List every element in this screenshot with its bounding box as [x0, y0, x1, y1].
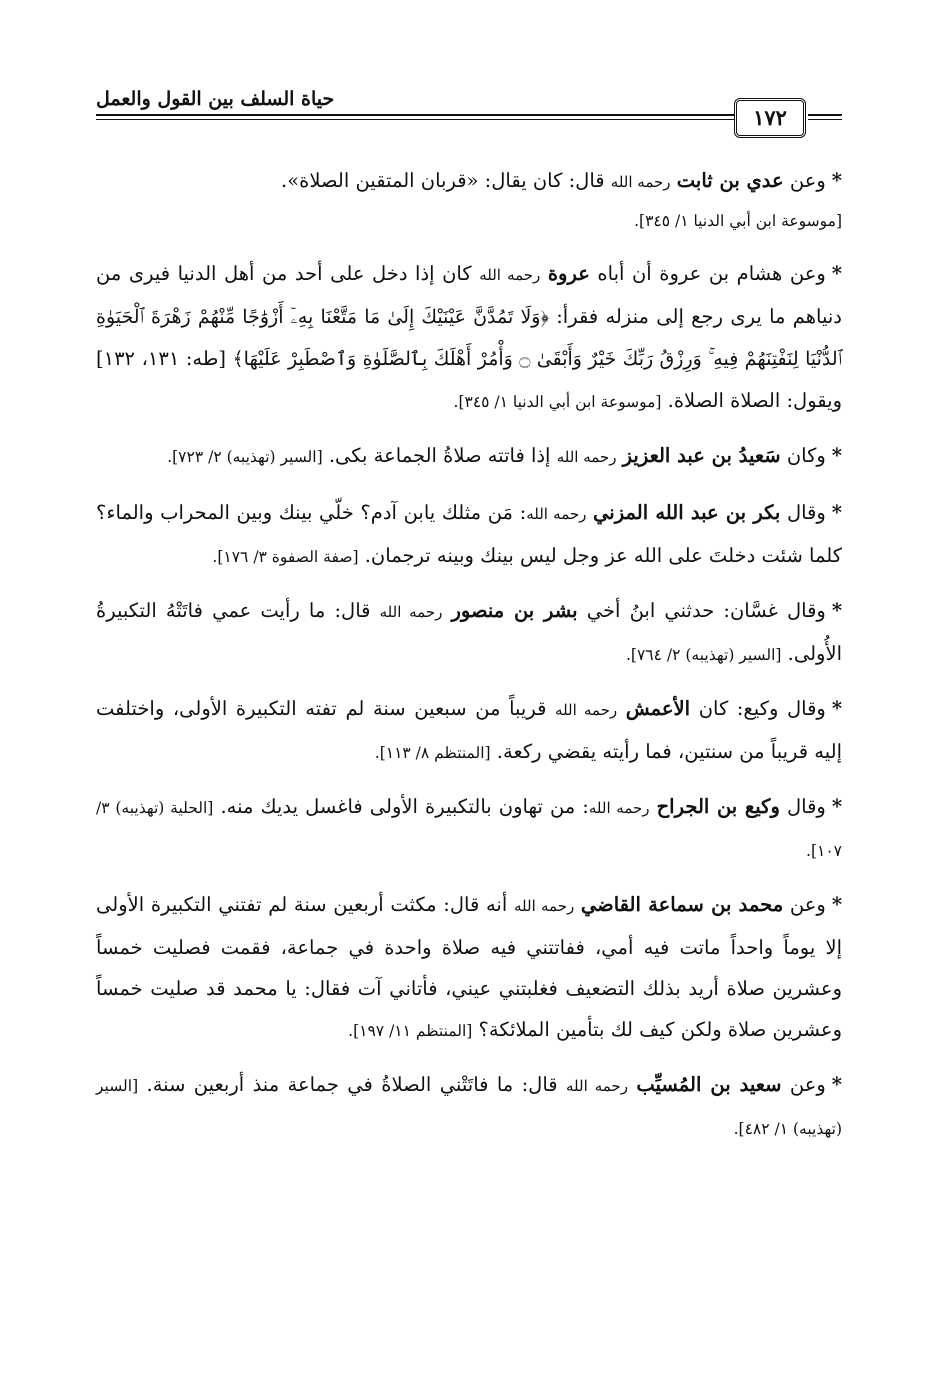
narrator-name: بشر بن منصور [451, 599, 578, 622]
entry-urwa [96, 253, 842, 421]
star-bullet-icon: * [831, 893, 843, 916]
honorific: رحمه الله [379, 603, 443, 621]
entry-body: كان إذا دخل على أحد من أهل الدنيا فيرى من دنياهم ما يرى رجع إلى منزله فقرأ: [96, 262, 842, 328]
entry-lead: وقال [786, 795, 826, 818]
honorific: رحمه الله [566, 1077, 628, 1095]
entry-body: : مَن مثلك يابن آدم؟ خلّي بينك وبين المحراب والماء؟ كلما شئت دخلتَ على الله عز وجل ليس بينك وبينه ترجمان. [96, 501, 842, 567]
entry-bakr-al-muzani [96, 492, 842, 576]
honorific: رحمه الله [513, 897, 575, 915]
entry-al-amash [96, 688, 842, 772]
entry-saeed-bin-al-musayyib [96, 1064, 842, 1148]
honorific: رحمه الله [610, 173, 671, 191]
entry-body: : من تهاون بالتكبيرة الأولى فاغسل يديك منه. [220, 795, 589, 818]
entry-body: إذا فاتته صلاةُ الجماعة بكى. [328, 444, 551, 467]
quran-verse: ﴿وَلَا تَمُدَّنَّ عَيْنَيْكَ إِلَىٰ مَا مَتَّعْنَا بِهِۦٓ أَزْوَٰجًا مِّنْهُمْ زَهْرَةَ ٱلْحَيَوٰةِ ٱلدُّنْيَا لِنَفْتِنَهُمْ فِيهِ ۚ وَرِزْقُ رَبِّكَ خَيْرٌ وَأَبْقَىٰ ۝ وَأْمُرْ أَهْلَكَ بِٱلصَّلَوٰةِ وَٱصْطَبِرْ عَلَيْهَا﴾ [96, 306, 842, 370]
star-bullet-icon: * [831, 795, 843, 818]
header-rule-short [808, 114, 842, 120]
page-number: ١٧٢ [734, 98, 806, 138]
entry-lead: وكان [786, 444, 826, 467]
page-header [96, 86, 842, 138]
entry-body: قال: ما رأيت عمي فاتَتْهُ التكبيرةُ الأُولى. [96, 599, 842, 665]
narrator-name: سَعيدُ بن عبد العزيز [622, 444, 781, 467]
entry-saeed-bin-abdulaziz [96, 435, 842, 478]
citation: [الحلية (تهذيبه) ٣/ ١٠٧]. [96, 799, 842, 860]
honorific: رحمه الله [555, 701, 618, 719]
citation: [السير (تهذيبه) ١/ ٤٨٢]. [96, 1077, 842, 1138]
header-rule [96, 114, 734, 120]
entry-body: قال: كان يقال: «قربان المتقين الصلاة». [281, 169, 605, 192]
star-bullet-icon: * [831, 1073, 842, 1096]
citation: [موسوعة ابن أبي الدنيا ١/ ٣٤٥]. [634, 212, 842, 230]
entry-lead: وعن [789, 893, 826, 916]
citation: [المنتظم ١١/ ١٩٧]. [348, 1022, 473, 1040]
entry-waki-bin-al-jarrah [96, 786, 842, 870]
star-bullet-icon: * [831, 262, 842, 285]
entry-lead: وعن [789, 1073, 826, 1096]
star-bullet-icon: * [831, 599, 843, 622]
honorific: رحمه الله [479, 266, 541, 284]
entry-body: أنه قال: مكثت أربعين سنة لم تفتني التكبيرة الأولى إلا يوماً واحداً ماتت فيه أمي، ففاتتني فيه صلاة واحدة في جماعة، فقمت فصليت خمساً وعشرين صلاة أريد بذلك التضعيف فغلبتني عيني، فأتاني آت فقال: يا محمد قد صليت خمساً وعشرين صلاة ولكن كيف لك بتأمين الملائكة؟ [96, 893, 842, 1041]
entry-lead: وقال وكيع: كان [698, 697, 826, 720]
narrator-name: محمد بن سماعة القاضي [580, 893, 784, 916]
narrator-name: الأعمش [625, 697, 691, 720]
citation: [المنتظم ٨/ ١١٣]. [374, 744, 491, 762]
entry-body-after: [طه: ١٣١، ١٣٢] ويقول: الصلاة الصلاة. [96, 347, 842, 412]
entry-lead: وقال [786, 501, 826, 524]
narrator-name: عدي بن ثابت [676, 169, 784, 192]
entry-lead: وعن [789, 169, 826, 192]
narrator-name: بكر بن عبد الله المزني [593, 501, 781, 524]
entry-muhammad-bin-samaa [96, 884, 842, 1050]
star-bullet-icon: * [831, 697, 843, 720]
entry-body: قريباً من سبعين سنة لم تفته التكبيرة الأولى، واختلفت إليه قريباً من سنتين، فما رأيته يقضي ركعة. [96, 697, 842, 763]
book-page [96, 0, 842, 1378]
entry-lead: وعن هشام بن عروة أن أباه [597, 262, 826, 285]
honorific: رحمه الله [556, 448, 617, 466]
star-bullet-icon: * [831, 501, 842, 524]
citation: [موسوعة ابن أبي الدنيا ١/ ٣٤٥]. [453, 393, 662, 411]
entry-body: قال: ما فاتَتْني الصلاةُ في جماعة منذ أربعين سنة. [146, 1073, 558, 1096]
narrator-name: عروة [547, 262, 590, 285]
entry-adi-bin-thabit [96, 160, 842, 239]
page-content [96, 160, 842, 1162]
honorific: رحمه الله [526, 505, 587, 523]
star-bullet-icon: * [831, 444, 842, 467]
citation: [صفة الصفوة ٣/ ١٧٦]. [212, 548, 359, 566]
honorific: رحمه الله [588, 799, 650, 817]
entry-bishr-bin-mansur [96, 590, 842, 674]
citation: [السير (تهذيبه) ٢/ ٧٢٣]. [167, 448, 323, 466]
narrator-name: سعيد بن المُسيِّب [636, 1073, 782, 1096]
entry-lead: وقال غسَّان: حدثني ابنُ أخي [586, 599, 826, 622]
citation: [السير (تهذيبه) ٢/ ٧٦٤]. [626, 646, 782, 664]
star-bullet-icon: * [831, 169, 842, 192]
narrator-name: وكيع بن الجراح [656, 795, 780, 818]
running-title: حياة السلف بين القول والعمل [96, 88, 335, 110]
